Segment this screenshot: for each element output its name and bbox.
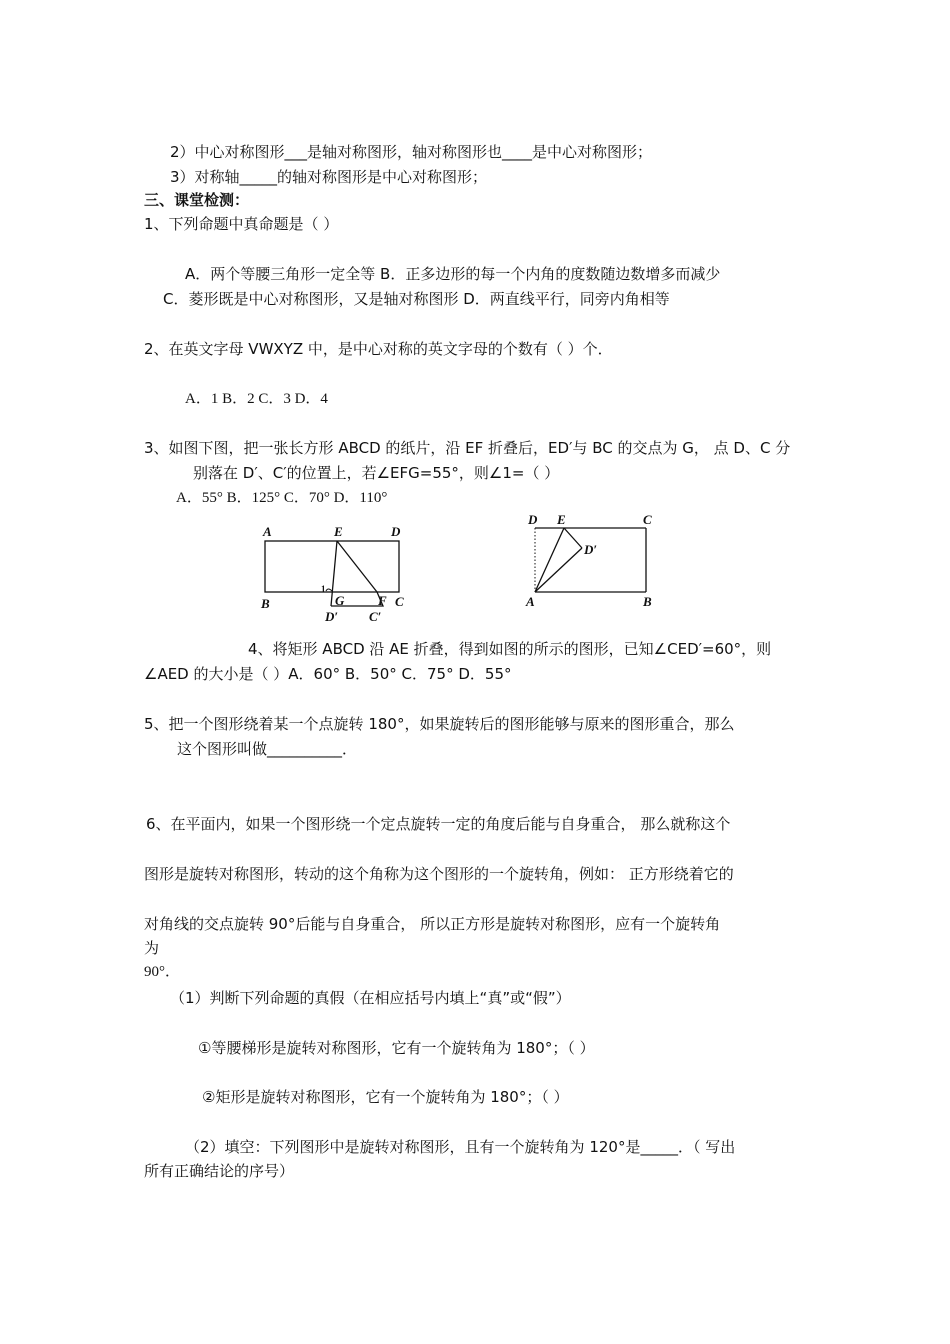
q6-line4: 为: [144, 939, 160, 957]
q3-label-d-prime: D′: [325, 609, 339, 624]
q1-options-line1: A．两个等腰三角形一定全等 B．正多边形的每一个内角的度数随边数增多而减少: [185, 265, 721, 283]
q3-label-f: F: [378, 593, 387, 608]
q4-line-ae: [535, 528, 564, 592]
q4-label-d: D: [528, 512, 538, 527]
q3-label-c: C: [395, 594, 404, 609]
q4-label-d-prime: D′: [584, 542, 598, 557]
q3-label-a: A: [263, 524, 272, 539]
q6-line5: 90°．: [144, 964, 180, 980]
q4-label-c: C: [643, 512, 652, 527]
q4-label-e: E: [557, 512, 566, 527]
q3-label-g: G: [335, 593, 345, 608]
q3-stem-line2: 别落在 D′、C′的位置上，若∠EFG=55°，则∠1=（ ）: [193, 464, 560, 482]
q3-label-d: D: [391, 524, 401, 539]
prev-item-3: 3）对称轴_____的轴对称图形是中心对称图形；: [170, 168, 488, 186]
section-title: 三、课堂检测：: [144, 191, 250, 209]
q3-fold-figure: [255, 520, 425, 625]
q4-label-b: B: [643, 594, 652, 609]
q4-line-ed-prime: [564, 528, 582, 548]
q3-label-b: B: [261, 596, 270, 611]
prev-item-2: 2）中心对称图形___是轴对称图形，轴对称图形也____是中心对称图形；: [170, 143, 653, 161]
q3-stem-line1: 3、如图下图，把一张长方形 ABCD 的纸片，沿 EF 折叠后，ED′与 BC 的交点为 G， 点 D、C 分: [144, 439, 791, 457]
q1-stem: 1、下列命题中真命题是（ ）: [144, 215, 339, 233]
q4-fold-figure: [520, 508, 660, 613]
q6-sub2-line2: 所有正确结论的序号）: [144, 1162, 295, 1180]
q6-line2: 图形是旋转对称图形，转动的这个角称为这个图形的一个旋转角，例如： 正方形绕着它的: [144, 865, 734, 883]
q3-line-ef: [337, 541, 377, 592]
q3-options: A．55° B．125° C．70° D．110°: [176, 490, 388, 506]
q6-item1: ①等腰梯形是旋转对称图形，它有一个旋转角为 180°；（ ）: [198, 1039, 595, 1057]
q6-item2: ②矩形是旋转对称图形，它有一个旋转角为 180°；（ ）: [202, 1088, 569, 1106]
q3-rect-abcd: [265, 541, 399, 592]
q2-options: A．1 B．2 C．3 D．4: [185, 391, 328, 407]
q4-stem-line2: ∠AED 的大小是（ ）A．60° B．50° C．75° D．55°: [144, 665, 512, 683]
q4-line-ad-prime: [535, 548, 582, 592]
q3-label-e: E: [334, 524, 343, 539]
q6-sub2-line1: （2）填空：下列图形中是旋转对称图形，且有一个旋转角为 120°是_____．（ 写出: [185, 1138, 736, 1156]
q4-stem-line1: 4、将矩形 ABCD 沿 AE 折叠，得到如图的所示的图形，已知∠CED′=60°，则: [248, 640, 772, 658]
q6-line1: 6、在平面内，如果一个图形绕一个定点旋转一定的角度后能与自身重合， 那么就称这个: [146, 815, 731, 833]
q5-stem-line1: 5、把一个图形绕着某一个点旋转 180°，如果旋转后的图形能够与原来的图形重合，那么: [144, 715, 735, 733]
q2-stem: 2、在英文字母 VWXYZ 中，是中心对称的英文字母的个数有（ ）个．: [144, 340, 613, 358]
q1-options-line2: C．菱形既是中心对称图形，又是轴对称图形 D．两直线平行，同旁内角相等: [163, 290, 670, 308]
q4-label-a: A: [526, 594, 535, 609]
q3-label-one: 1: [321, 584, 326, 594]
q3-angle-1-mark: [326, 589, 332, 591]
q6-line3: 对角线的交点旋转 90°后能与自身重合， 所以正方形是旋转对称图形，应有一个旋转角: [144, 915, 721, 933]
q6-sub1: （1）判断下列命题的真假（在相应括号内填上“真”或“假”）: [170, 989, 571, 1007]
q5-stem-line2: 这个图形叫做__________．: [177, 740, 358, 758]
q3-label-c-prime: C′: [369, 609, 382, 624]
